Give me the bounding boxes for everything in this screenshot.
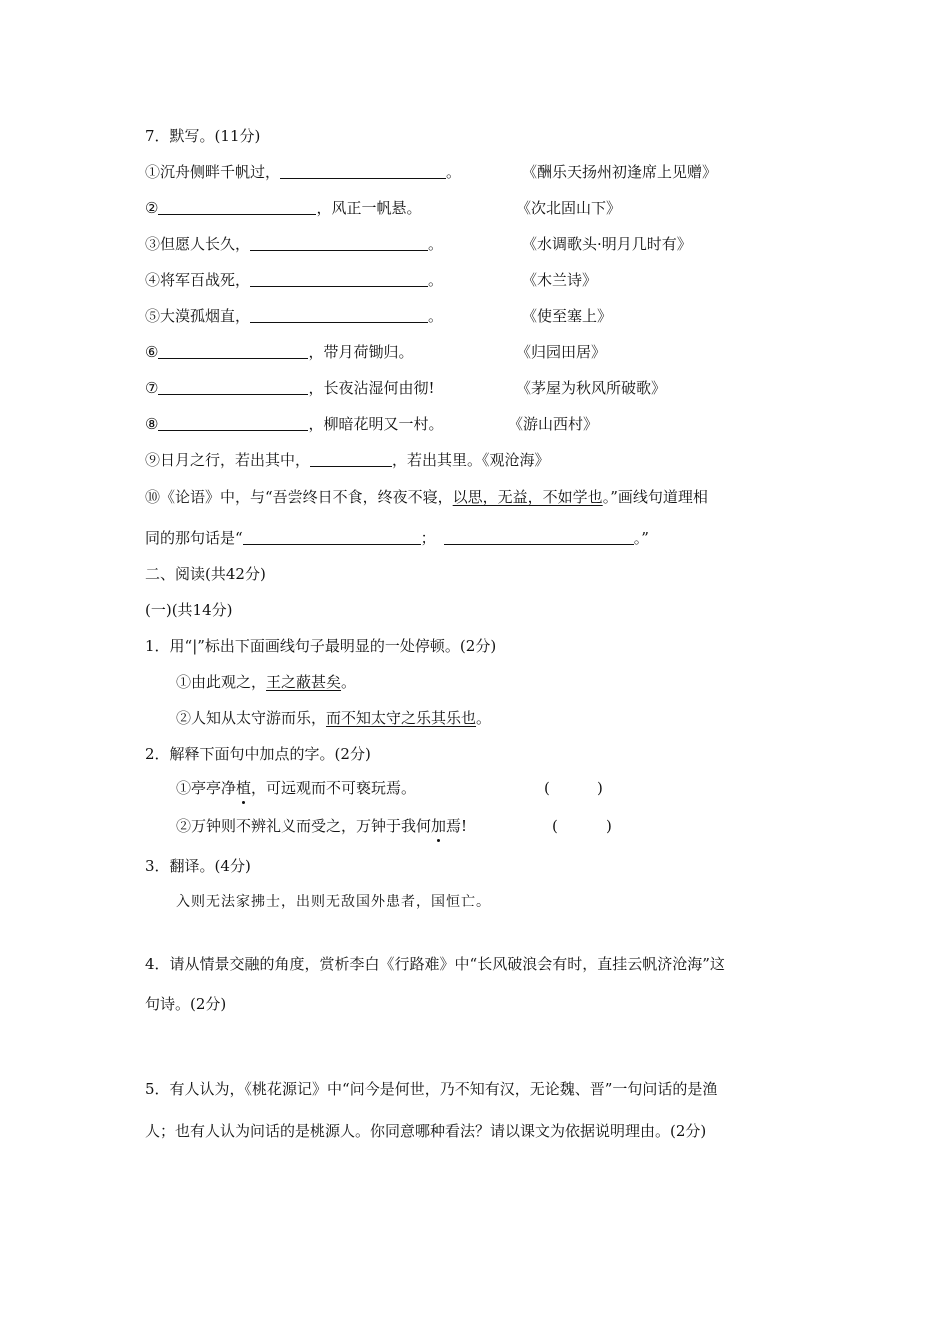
answer-blank-2[interactable] [158, 198, 316, 215]
dotted-char-jia: 加 [431, 817, 447, 835]
dotted-char-zhi: 植 [236, 779, 252, 797]
item-prefix: ③但愿人长久， [145, 235, 251, 253]
item-prefix: ⑤大漠孤烟直， [145, 307, 251, 325]
q7-heading: 7．默写。(11分) [145, 127, 261, 145]
item10-separator: ； [420, 529, 436, 547]
item10-line2-suffix: 。” [633, 529, 649, 547]
q7-item-1 [145, 161, 461, 183]
item-suffix: ，柳暗花明又一村。 [308, 415, 444, 433]
item-suffix: 。 [446, 163, 462, 181]
q7-item-10-line-1 [145, 486, 708, 508]
answer-blank-10a[interactable] [243, 528, 421, 545]
item-prefix: ①沉舟侧畔千帆过， [145, 163, 281, 181]
q1b-underlined: 而不知太守之乐其乐也 [326, 709, 477, 727]
q2b-answer-paren-open: ( [552, 817, 558, 835]
q2a-answer-paren-close: ) [597, 779, 603, 797]
q5-line-1: 5．有人认为，《桃花源记》中“问今是何世，乃不知有汉，无论魏、晋”一句问话的是渔 [145, 1080, 718, 1098]
poem-source-8: 《游山西村》 [508, 415, 599, 433]
q3-heading: 3．翻译。(4分) [145, 857, 251, 875]
q2a-prefix: ①亭亭净 [176, 779, 237, 797]
answer-blank-9[interactable] [310, 450, 392, 467]
q1-heading: 1．用“|”标出下面画线句子最明显的一处停顿。(2分) [145, 637, 497, 655]
item-suffix: ，长夜沾湿何由彻! [308, 379, 435, 397]
poem-source-6: 《归园田居》 [516, 343, 607, 361]
q3-sentence: 入则无法家拂士，出则无敌国外患者，国恒亡。 [176, 894, 491, 910]
q7-item-10-line-2 [145, 527, 649, 549]
q2-item-b [176, 815, 467, 837]
item-prefix: ⑦ [145, 379, 159, 397]
q2b-prefix: ②万钟则不辨礼义而受之，万钟于我何 [176, 817, 432, 835]
section-2-heading: 二、阅读(共42分) [145, 565, 266, 583]
q7-item-6 [145, 341, 413, 363]
q7-item-3 [145, 233, 443, 255]
q7-item-7 [145, 377, 434, 399]
q4-line-1: 4．请从情景交融的角度，赏析李白《行路难》中“长风破浪会有时，直挂云帆济沧海”这 [145, 955, 725, 973]
q7-item-2 [145, 197, 421, 219]
q1-item-b [176, 707, 491, 729]
item-prefix: ⑧ [145, 415, 159, 433]
item10-underlined-sentence: 以思，无益，不如学也 [452, 488, 603, 506]
item-suffix: 。 [428, 307, 444, 325]
q7-item-4 [145, 269, 443, 291]
answer-blank-10b[interactable] [444, 528, 634, 545]
poem-source-1: 《酬乐天扬州初逢席上见赠》 [522, 163, 718, 181]
answer-blank-3[interactable] [250, 234, 428, 251]
q2-heading: 2．解释下面句中加点的字。(2分) [145, 745, 371, 763]
poem-source-5: 《使至塞上》 [522, 307, 613, 325]
item10-text-a: ⑩《论语》中，与“吾尝终日不食，终夜不寝， [145, 488, 453, 506]
poem-source-7: 《茅屋为秋风所破歌》 [516, 379, 667, 397]
q4-line-2: 句诗。(2分) [145, 995, 227, 1013]
answer-blank-4[interactable] [250, 270, 428, 287]
q7-item-8 [145, 413, 443, 435]
item-suffix: ，风正一帆悬。 [316, 199, 422, 217]
item-suffix: ，带月荷锄归。 [308, 343, 414, 361]
q7-item-5 [145, 305, 443, 327]
q7-item-9 [145, 449, 550, 471]
q1b-prefix: ②人知从太守游而乐， [176, 709, 327, 727]
q1a-underlined: 王之蔽甚矣 [266, 673, 342, 691]
item-suffix: 。 [428, 271, 444, 289]
item10-text-b: 。”画线句道理相 [602, 488, 708, 506]
poem-source-3: 《水调歌头·明月几时有》 [522, 235, 692, 253]
subsection-1-heading: (一)(共14分) [145, 601, 233, 619]
item-prefix: ④将军百战死， [145, 271, 251, 289]
q2b-answer-paren-close: ) [606, 817, 612, 835]
answer-blank-5[interactable] [250, 306, 428, 323]
item-prefix: ② [145, 199, 159, 217]
answer-blank-8[interactable] [158, 414, 308, 431]
q1b-suffix: 。 [476, 709, 492, 727]
poem-source-4: 《木兰诗》 [522, 271, 598, 289]
item-suffix: 。 [428, 235, 444, 253]
item-prefix: ⑥ [145, 343, 159, 361]
answer-blank-7[interactable] [158, 378, 308, 395]
q1-item-a [176, 671, 356, 693]
item-suffix: ，若出其里。《观沧海》 [392, 451, 550, 469]
q1a-suffix: 。 [341, 673, 357, 691]
poem-source-2: 《次北固山下》 [516, 199, 622, 217]
answer-blank-6[interactable] [158, 342, 308, 359]
item-prefix: ⑨日月之行，若出其中， [145, 451, 311, 469]
answer-blank-1[interactable] [280, 162, 446, 179]
q5-line-2: 人；也有人认为问话的是桃源人。你同意哪种看法？请以课文为依据说明理由。(2分) [145, 1122, 707, 1140]
q2a-suffix: ，可远观而不可亵玩焉。 [251, 779, 417, 797]
q1a-prefix: ①由此观之， [176, 673, 267, 691]
q2-item-a [176, 777, 416, 799]
q2a-answer-paren-open: ( [544, 779, 550, 797]
item10-line2-prefix: 同的那句话是“ [145, 529, 243, 547]
q2b-suffix: 焉! [446, 817, 468, 835]
